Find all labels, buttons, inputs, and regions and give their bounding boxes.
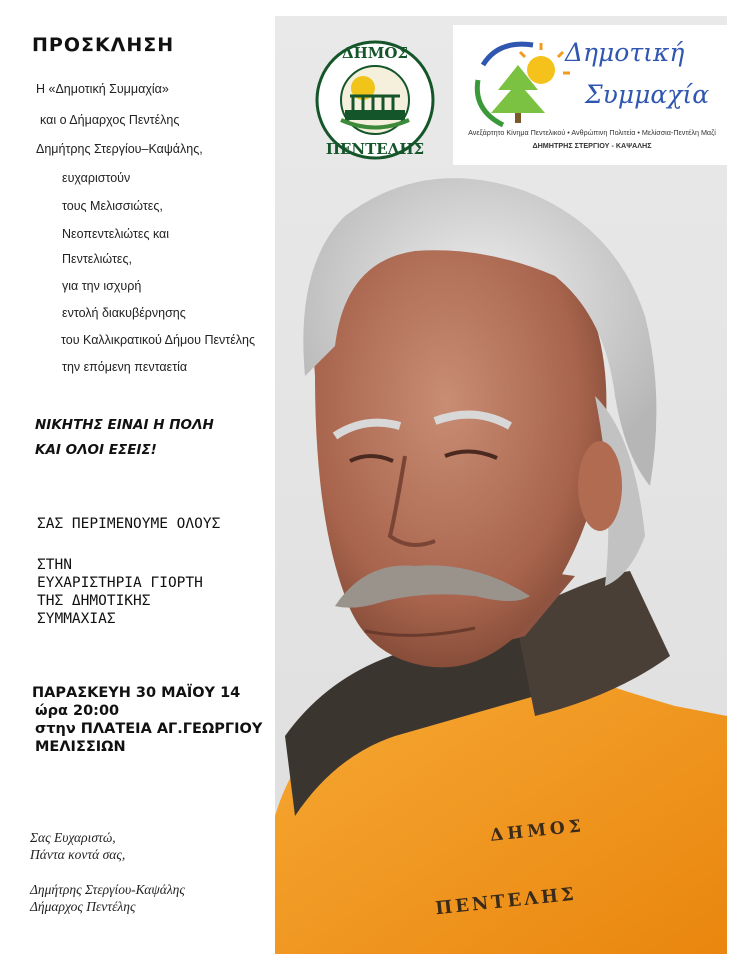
event-line: ΤΗΣ ΔΗΜΟΤΙΚΗΣ	[37, 593, 151, 609]
event-date: ΠΑΡΑΣΚΕΥΗ 30 ΜΑΪΟΥ 14	[32, 685, 241, 701]
thanks-line: Δημήτρης Στεργίου–Καψάλης,	[36, 142, 203, 156]
slogan-line: ΚΑΙ ΟΛΟΙ ΕΣΕΙΣ!	[35, 442, 157, 458]
dimos-logo-top-text: ΔΗΜΟΣ	[341, 44, 409, 62]
waiting-text: ΣΑΣ ΠΕΡΙΜΕΝΟΥΜΕ ΟΛΟΥΣ	[37, 516, 221, 532]
dimos-penteli-logo	[305, 40, 445, 160]
thanks-line: την επόμενη πενταετία	[62, 360, 188, 374]
vest-text-top: ΔΗΜΟΣ	[489, 816, 586, 846]
event-line: ΣΤΗΝ	[37, 557, 72, 573]
closing	[30, 829, 125, 863]
signature	[30, 881, 185, 915]
event-place: ΜΕΛΙΣΣΙΩΝ	[35, 739, 126, 755]
closing-line: Σας Ευχαριστώ,	[30, 830, 116, 845]
thanks-line: Πεντελιώτες,	[62, 252, 132, 266]
event-line: ΣΥΜΜΑΧΙΑΣ	[37, 611, 116, 627]
event-details	[32, 684, 262, 756]
thanks-line: του Καλλικρατικού Δήμου Πεντέλης	[61, 333, 256, 347]
thanks-line: τους Μελισσιώτες,	[62, 199, 163, 213]
event-line: ΕΥΧΑΡΙΣΤΗΡΙΑ ΓΙΟΡΤΗ	[37, 575, 203, 591]
symmachia-leader: ΔΗΜΗΤΡΗΣ ΣΤΕΡΓΙΟΥ - ΚΑΨΑΛΗΣ	[532, 141, 652, 150]
thanks-line: Νεοπεντελιώτες και	[62, 227, 170, 241]
tree-sun-emblem-icon	[463, 35, 573, 130]
slogan-line: ΝΙΚΗΤΗΣ ΕΙΝΑΙ Η ΠΟΛΗ	[35, 417, 214, 433]
symmachia-word-1: Δημοτική	[565, 38, 685, 67]
event-time: ώρα 20:00	[35, 703, 120, 719]
thanks-line: για την ισχυρή	[62, 279, 142, 293]
symmachia-tagline: Ανεξάρτητο Κίνημα Πεντελικού • Ανθρώπινη Πολιτεία • Μελίσσια-Πεντέλη Μαζί	[468, 128, 716, 137]
symmachia-word-2: Συμμαχία	[585, 80, 710, 109]
event-place: στην ΠΛΑΤΕΙΑ ΑΓ.ΓΕΩΡΓΙΟΥ	[35, 721, 263, 737]
thanks-line: ευχαριστούν	[62, 171, 131, 185]
slogan	[35, 413, 214, 463]
closing-line: Πάντα κοντά σας,	[30, 847, 126, 862]
signature-name: Δημήτρης Στεργίου-Καψάλης	[30, 882, 185, 897]
dimos-logo-bottom-text: ΠΕΝΤΕΛΗΣ	[325, 140, 425, 158]
thanks-line: και ο Δήμαρχος Πεντέλης	[40, 113, 180, 127]
event-name	[37, 556, 203, 628]
signature-title: Δήμαρχος Πεντέλης	[30, 899, 136, 914]
vest-text-bottom: ΠΕΝΤΕΛΗΣ	[434, 883, 578, 920]
invitation-title: ΠΡΟΣΚΛΗΣΗ	[32, 34, 175, 56]
thanks-line: εντολή διακυβέρνησης	[62, 306, 186, 320]
thanks-line: Η «Δημοτική Συμμαχία»	[36, 82, 169, 96]
